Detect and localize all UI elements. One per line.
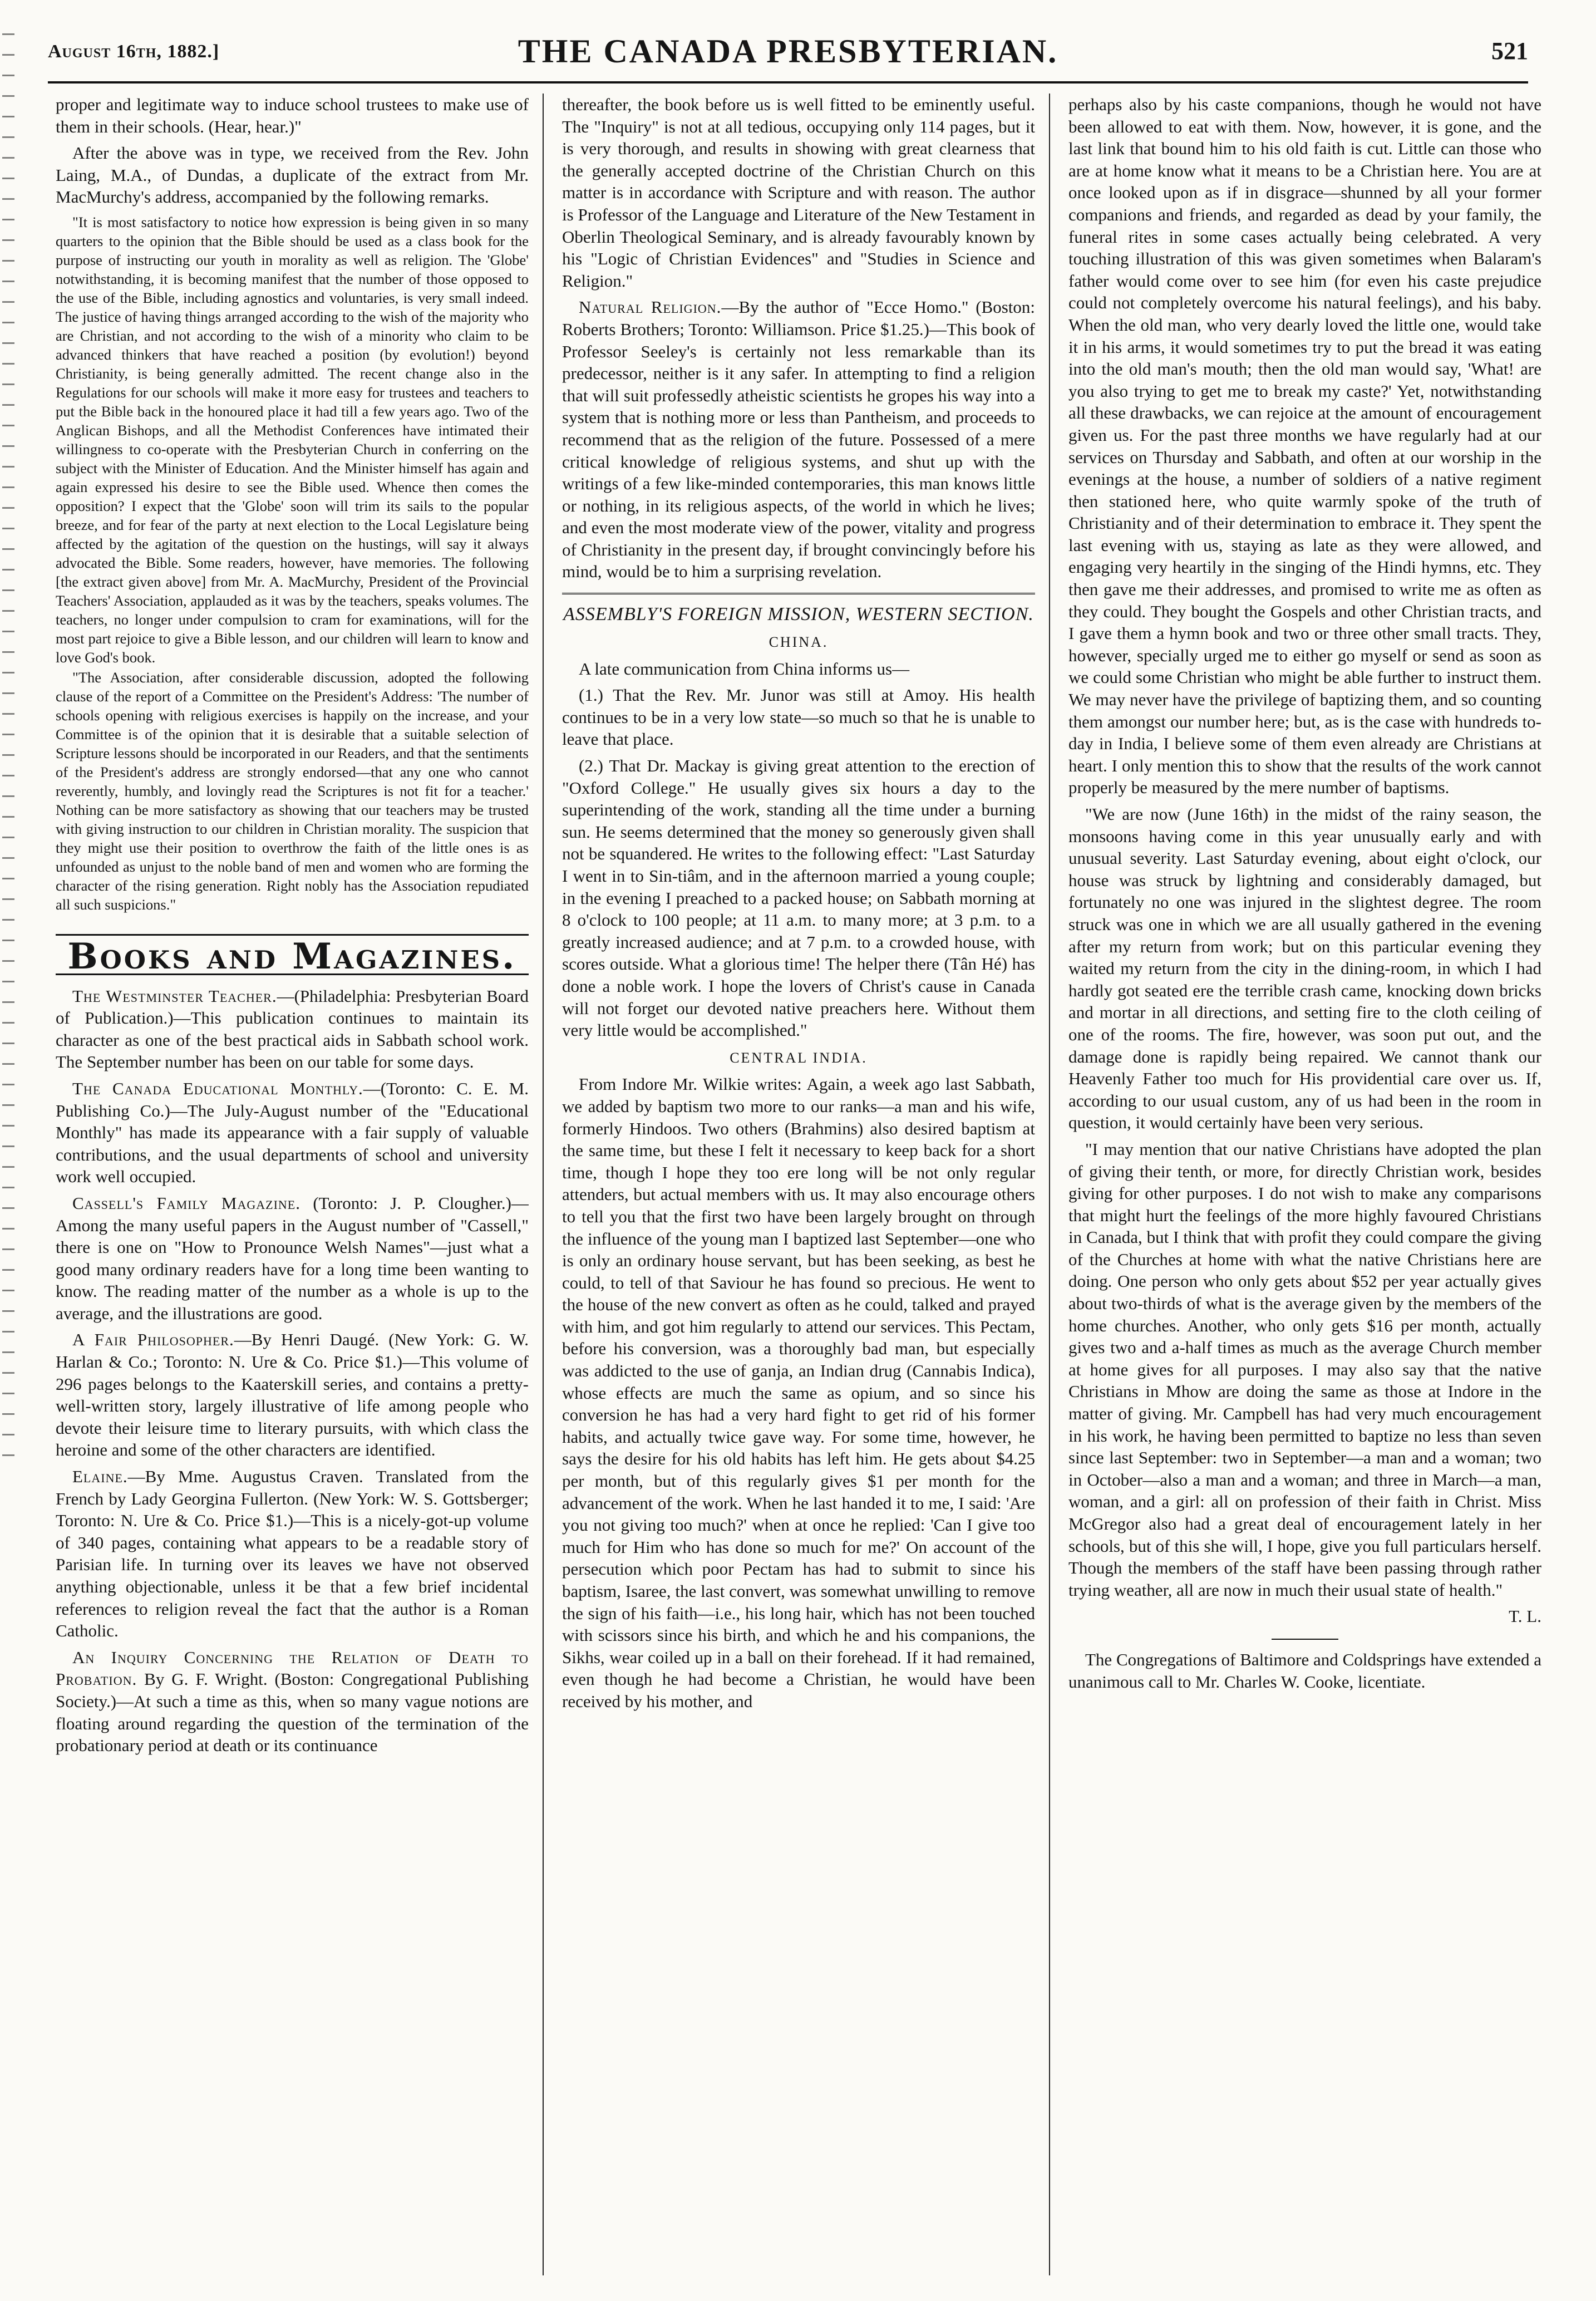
paragraph: thereafter, the book before us is well fitted to be eminently useful. The "Inquiry" is not at all tedious, occupying only 114 pages, but it is very thorough, and results in showing with great clearness that the generally accepted doctrine of the Christian Church on this matter is in accordance with Scripture and with reason. The author is Professor of the Language and Literature of the New Testament in Oberlin Theological Seminary, and is already favourably known by his "Logic of Christian Evidences" and "Studies in Science and Religion." xyxy=(562,95,1035,291)
paragraph: "I may mention that our native Christians have adopted the plan of giving their tenth, or more, for directly Christian work, besides giving for other purposes. I do not wish to make any comparisons that might hurt the feelings of the more highly favoured Christians in Canada, but I think that with profit they could compare the giving of the Churches at home with what the native Christians here are doing. One person who only gets about $52 per year actually gives about two-thirds of what is the average given by the members of the home churches. Another, who only gets $16 per month, actually gives two and a-half times as much as the average Church member at home gives for all purposes. I may also say that the native Christians in Mhow are doing the same as those at Indore in the matter of giving. Mr. Campbell has had very much encouragement in his work, he having been permitted to baptize no less than seven since last September: two in September—a man and a woman; two in October—also a man and a woman; and three in March—a man, woman, and a girl: all on profession of their faith in Christ. Miss McGregor also had a great deal of encouragement lately in her schools, but of this she will, I hope, give you full particulars herself. Though the members of the staff have been passing through rather trying weather, all are now in much their usual state of health." xyxy=(1068,1139,1541,1600)
paragraph: perhaps also by his caste companions, though he would not have been allowed to eat with them. Now, however, it is gone, and the last link that bound him to his old faith is cut. Little can those who are at home know what it means to be a Christian here. You are at once looked upon as if in disgrace—shunned by all your former companions and friends, and regarded as dead by your family, the funeral rites in some cases actually being celebrated. A very touching illustration of this was given sometimes when Balaram's father would come over to see him (for even his caste prejudice could not completely overcome his natural feelings), and his baby. When the old man, who very dearly loved the little one, would take it in his arms, it would sometimes try to put the bread it was eating into the old man's mouth; then the old man would say, 'What! are you also trying to get me to break my caste?' Yet, notwithstanding all these drawbacks, we can rejoice at the amount of encouragement given us. For the past three months we have regularly had at our services on Thursday and Sabbath, and often at our worship in the evenings at the house, a number of soldiers of a native regiment then stationed here, who quite warmly spoke of the truth of Christianity and of their determination to embrace it. They spent the last evening with us, staying as late as they were allowed, and engaging very heartily in the singing of the Hindi hymns, etc. They then gave me their addresses, and promised to write me as often as they could. They bought the Gospels and other Christian tracts, and I gave them a hymn book and two or three other small tracts. They, however, specially urged me to either go myself or send as soon as we could some Christian who might be able further to instruct them. We may never have the privilege of baptizing them, and so counting them amongst our number here; but, as is the case with hundreds to-day in India, I believe some of them even already are Christians at heart. I only mention this to show that the results of the work cannot properly be measured by the mere number of baptisms. xyxy=(1068,95,1541,798)
review-text: —By Mme. Augustus Craven. Translated from the French by Lady Georgina Fullerton. (New York: W. S. Gottsberger; Toronto: N. Ure & Co. Price $1.)—This is a nicely-got-up volume of 340 pages, containing what appears to be a readable story of Parisian life. In turning over its leaves we have not observed anything objectionable, unless it be that a few brief incidental references to religion reveal the fact that the author is a Roman Catholic. xyxy=(56,1467,529,1641)
review-entry xyxy=(56,1466,529,1642)
signature: T. L. xyxy=(1509,1606,1541,1626)
newspaper-title: THE CANADA PRESBYTERIAN. xyxy=(518,33,1058,70)
page-number: 521 xyxy=(1491,37,1528,65)
china-subheading: CHINA. xyxy=(769,634,829,651)
paragraph: (1.) That the Rev. Mr. Junor was still at Amoy. His health continues to be in a very low state—so much so that he is unable to leave that place. xyxy=(562,685,1035,749)
review-title: Elaine. xyxy=(72,1467,128,1487)
section-end-rule xyxy=(1272,1639,1338,1640)
column-1 xyxy=(56,94,529,2275)
paragraph: The Congregations of Baltimore and Coldsprings have extended a unanimous call to Mr. Charles W. Cooke, licentiate. xyxy=(1068,1649,1541,1692)
masthead-rule xyxy=(48,81,1528,83)
paragraph: proper and legitimate way to induce school trustees to make use of them in their schools. (Hear, hear.)" xyxy=(56,95,529,136)
review-entry xyxy=(56,1192,529,1325)
column-2 xyxy=(562,94,1035,2275)
review-entry xyxy=(562,296,1035,583)
review-text: By G. F. Wright. (Boston: Congregational Publishing Society.)—At such a time as this, when so many vague notions are floating around regarding the question of the termination of the probationary period at death or its continuance xyxy=(56,1669,529,1756)
column-3 xyxy=(1068,94,1541,2275)
review-entry xyxy=(56,1646,529,1757)
issue-date: August 16th, 1882.] xyxy=(48,41,220,62)
review-entry xyxy=(56,1329,529,1461)
review-text: —(Philadelphia: Presbyterian Board of Publication.)—This publication continues to maintain its character as one of the best practical aids in Sabbath school work. The September number has been on our table for some days. xyxy=(56,986,529,1072)
review-title: Natural Religion. xyxy=(579,297,722,317)
paragraph: (2.) That Dr. Mackay is giving great attention to the erection of "Oxford College." He usually gives six hours a day to the superintending of the work, standing all the time under a burning sun. He seems determined that the money so generously given shall not be squandered. He writes to the following effect: "Last Saturday I went in to Sin-tiâm, and in the afternoon married a young couple; in the evening I preached to a packed house; on Sabbath morning at 8 o'clock to 100 people; at 11 a.m. to many more; at 3 p.m. to a greatly increased audience; and at 7 p.m. to a crowded house, with scores outside. What a glorious time! The helper there (Tân Hé) has done a noble work. I hope the lovers of Christ's cause in Canada will not forget our devoted native preachers here. Without them very little would be accomplished." xyxy=(562,756,1035,1040)
review-text: —By Henri Daugé. (New York: G. W. Harlan & Co.; Toronto: N. Ure & Co. Price $1.)—This volume of 296 pages belongs to the Kaaterskill series, and contains a pretty-well-written story, largely illustrative of life among people who devote their leisure time to literary pursuits, with which class the heroine and some of the other characters are identified. xyxy=(56,1330,529,1460)
masthead xyxy=(48,35,1528,75)
review-title: A Fair Philosopher. xyxy=(72,1330,234,1350)
paragraph: "We are now (June 16th) in the midst of the rainy season, the monsoons having come in this year unusually early and with unusual severity. Last Saturday evening, about eight o'clock, our house was struck by lightning and considerably damaged, but fortunately no one was injured in the slightest degree. The room struck was one in which we are all usually gathered in the evening after my return from work; but on this particular evening they waited my return from the city in the dining-room, in which I had hardly got seated ere the terrible crash came, knocking down bricks and mortar in all directions, and setting fire to the cloth ceiling of one of the rooms. The fire, however, was soon put out, and the damage done is rapidly being repaired. We cannot thank our Heavenly Father too much for His providential care over us. If, according to our usual custom, any of us had been in the room in question, it would certainly have been very serious. xyxy=(1068,804,1541,1133)
review-title: Cassell's Family Magazine. xyxy=(72,1193,301,1213)
review-text: —By the author of "Ecce Homo." (Boston: Roberts Brothers; Toronto: Williamson. Price $1.25.)—This book of Professor Seeley's is certainly not less remarkable than its predecessor, neither is it any safer. In attempting to find a religion that will suit professedly atheistic scientists he gropes his way into a system that is nothing more or less than Pantheism, and proceeds to recommend that as the religion of the future. Possessed of a mere critical knowledge of religious systems, and shut up with the writings of a few like-minded contemporaries, this man knows little or nothing, in its religious aspects, of the world in which he lives; and even the most moderate view of the power, vitality and progress of Christianity in the present day, if brought convincingly before his mind, would be to him a surprising revelation. xyxy=(562,297,1035,582)
review-title: The Westminster Teacher. xyxy=(72,986,277,1006)
review-entry xyxy=(56,1078,529,1188)
column-rule xyxy=(543,94,544,2275)
quoted-remarks xyxy=(56,213,529,914)
quote-paragraph: "It is most satisfactory to notice how expression is being given in so many quarters to the opinion that the Bible should be used as a class book for the purpose of instructing our youth in morality as well as religion. The 'Globe' notwithstanding, it is becoming manifest that the number of those opposed to the use of the Bible, including agnostics and voluntaries, is very small indeed. The justice of having things arranged according to the wish of the majority who are Christian, and not according to the wish of a minority who claim to be advanced thinkers that have reached a position (by evolution!) beyond Christianity, is being generally admitted. The recent change also in the Regulations for our schools will make it more easy for trustees and teachers to put the Bible back in the honoured place it had till a few years ago. Two of the Anglican Bishops, and all the Methodist Conferences have intimated their willingness to co-operate with the Presbyterian Church in conferring on the subject with the Minister of Education. And the Minister himself has again and again expressed his desire to see the Bible used. Whence then comes the opposition? I expect that the 'Globe' soon will trim its sails to the popular breeze, and for fear of the party at next election to the Local Legislature being affected by the agitation of the question on the hustings, will say it always advocated the Bible. Some readers, however, have memories. The following [the extract given above] from Mr. A. MacMurchy, President of the Provincial Teachers' Association, applauded as it was by the teachers, speaks volumes. The teachers, no longer under compulsion to cram for examinations, will for the most part rejoice to give a Bible lesson, and our children will learn to know and love God's book. xyxy=(56,213,529,666)
paragraph: A late communication from China informs us— xyxy=(579,658,910,678)
review-text: —(Toronto: C. E. M. Publishing Co.)—The July-August number of the "Educational Monthly" has made its appearance with a fair supply of valuable contributions, and the usual departments of school and university work well occupied. xyxy=(56,1078,529,1187)
books-and-magazines-heading: Books and Magazines. xyxy=(56,934,529,975)
quote-paragraph: "The Association, after considerable discussion, adopted the following clause of the report of a Committee on the President's Address: 'The number of schools opening with religious exercises is happily on the increase, and your Committee is of the opinion that it is desirable that a suitable selection of Scripture lessons should be incorporated in our Readers, and that the sentiments of the President's address are strongly endorsed—that any one who cannot reverently, humbly, and lovingly read the Scriptures is not fit for a teacher.' Nothing can be more satisfactory as showing that our teachers may be trusted with giving instruction to our children in Christian morality. The suspicion that they might use their position to overthrow the faith of the little ones is as unfounded as unjust to the noble band of men and women who are forming the character of the rising generation. Right nobly has the Association repudiated all such suspicions." xyxy=(56,668,529,913)
binding-edge xyxy=(0,33,17,1481)
paragraph: From Indore Mr. Wilkie writes: Again, a week ago last Sabbath, we added by baptism two more to our ranks—a man and his wife, formerly Hindoos. Two others (Brahmins) also desired baptism at the same time, but these I felt it necessary to keep back for a short time, though I hope they too ere long will be not only regular attenders, but actual members with us. It may also encourage others to tell you that the first two have been largely brought on through the influence of the young man I baptized last September—one who is only an ordinary house servant, but has been seeking, as best he could, to tell of that Saviour he has found so precious. He went to the house of the new convert as often as he could, talked and prayed with him, and got him regularly to attend our services. This Pectam, before his conversion, was a thoroughly bad man, but especially was addicted to the use of ganja, an Indian drug (Cannabis Indica), whose effects are much the same as opium, and so since his conversion he has had a very hard fight to get rid of his former habits, and actually twice gave way. For some time, however, he says the desire for his old habits has left him. He gets about $4.25 per month, but of this regularly gives $1 per month for the advancement of the work. When he last handed it to me, I said: 'Are you not giving too much?' when at once he replied: 'Can I give too much for Him who has done so much for me?' On account of the persecution which poor Pectam has had to submit to since his baptism, Isaree, the last convert, was somewhat unwilling to remove the sign of his faith—i.e., his long hair, which has not been touched with scissors since his birth, and which he and his companions, the Sikhs, wear coiled up in a ball on their forehead. If it had remained, even though he had become a Christian, he would have been received by his mother, and xyxy=(562,1074,1035,1711)
column-rule xyxy=(1049,94,1050,2275)
review-title: The Canada Educational Monthly. xyxy=(72,1078,363,1098)
review-title: An Inquiry Concerning the Relation of Death to Probation. xyxy=(56,1647,529,1689)
review-text: (Toronto: J. P. Clougher.)—Among the many useful papers in the August number of "Cassell," there is one on "How to Pronounce Welsh Names"—just what a good many ordinary readers have for a long time been wanting to know. The reading matter of the number as a whole is up to the average, and the illustrations are good. xyxy=(56,1193,529,1323)
review-entry xyxy=(56,985,529,1073)
foreign-mission-heading: ASSEMBLY'S FOREIGN MISSION, WESTERN SECTION. xyxy=(562,593,1035,626)
central-india-subheading: CENTRAL INDIA. xyxy=(730,1049,868,1066)
paragraph: After the above was in type, we received from the Rev. John Laing, M.A., of Dundas, a duplicate of the extract from Mr. MacMurchy's address, accompanied by the following remarks. xyxy=(56,143,529,207)
